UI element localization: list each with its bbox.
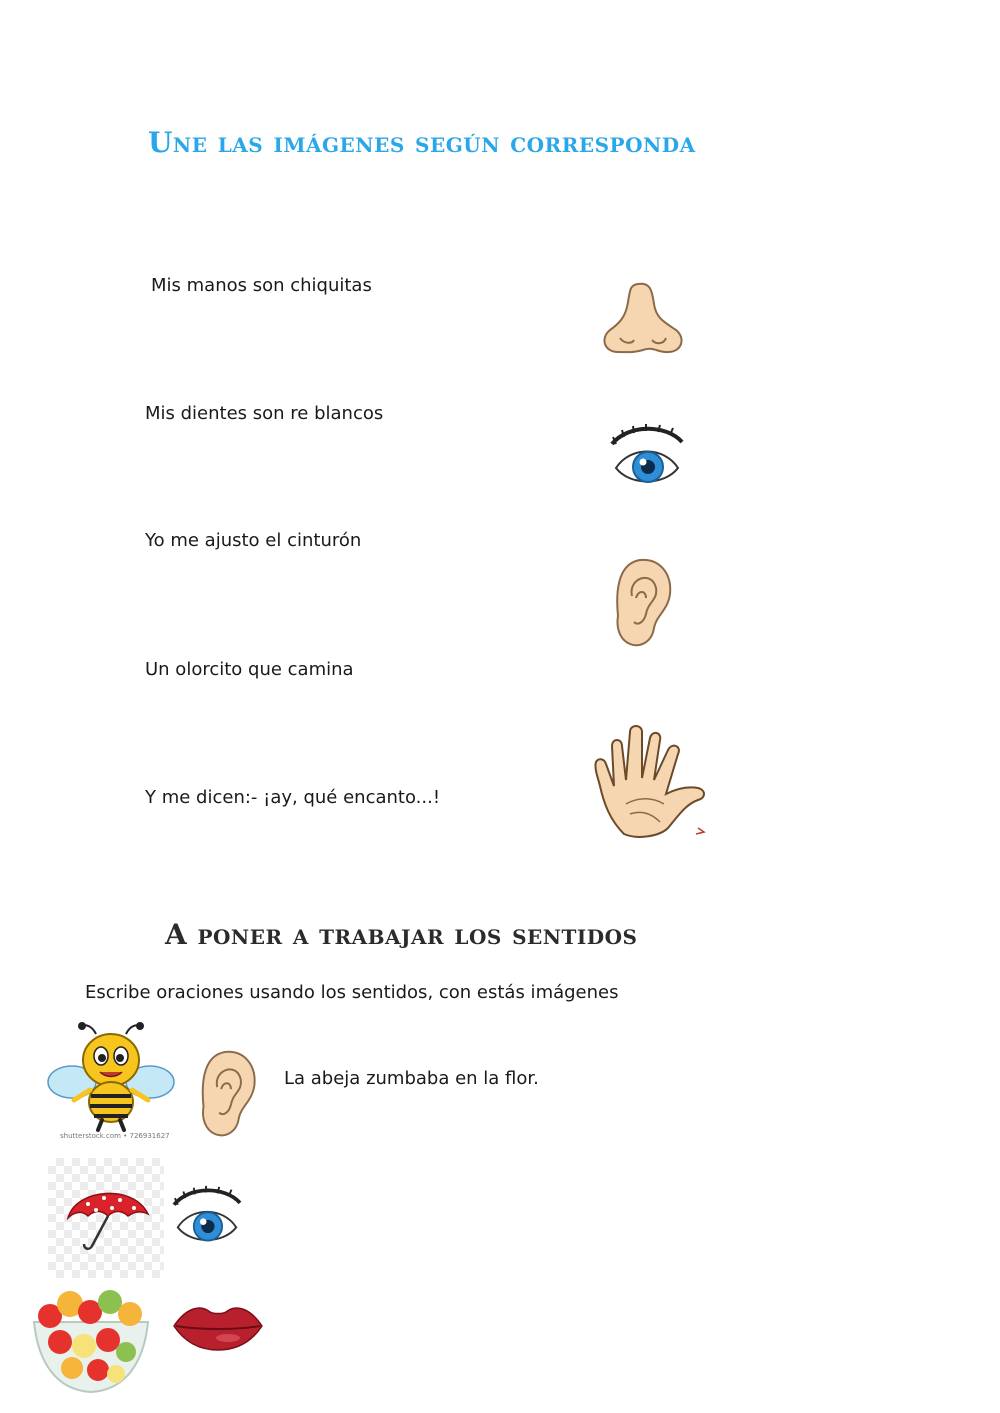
verse-line-4: Un olorcito que camina — [145, 659, 354, 680]
instruction-text: Escribe oraciones usando los sentidos, con estás imágenes — [85, 982, 619, 1003]
image-watermark: shutterstock.com • 726931627 — [60, 1132, 170, 1140]
bee-icon[interactable] — [46, 1020, 176, 1132]
hand-icon[interactable] — [590, 724, 714, 840]
umbrella-icon — [48, 1158, 164, 1278]
fruit-salad-icon[interactable] — [26, 1282, 156, 1394]
ear-icon[interactable] — [610, 556, 674, 650]
page-title: Une las imágenes según corresponda — [148, 126, 696, 159]
section-title: A poner a trabajar los sentidos — [165, 918, 638, 951]
verse-line-5: Y me dicen:- ¡ay, qué encanto...! — [145, 787, 441, 808]
umbrella-image[interactable] — [48, 1158, 164, 1278]
verse-line-2: Mis dientes son re blancos — [145, 403, 384, 424]
nose-icon[interactable] — [598, 280, 688, 356]
ear-icon[interactable] — [194, 1048, 260, 1140]
answer-text-1: La abeja zumbaba en la flor. — [284, 1068, 539, 1089]
lips-icon[interactable] — [170, 1300, 266, 1352]
verse-line-1: Mis manos son chiquitas — [151, 275, 372, 296]
eye-icon[interactable] — [608, 422, 686, 492]
eye-icon[interactable] — [170, 1184, 244, 1250]
verse-line-3: Yo me ajusto el cinturón — [145, 530, 362, 551]
